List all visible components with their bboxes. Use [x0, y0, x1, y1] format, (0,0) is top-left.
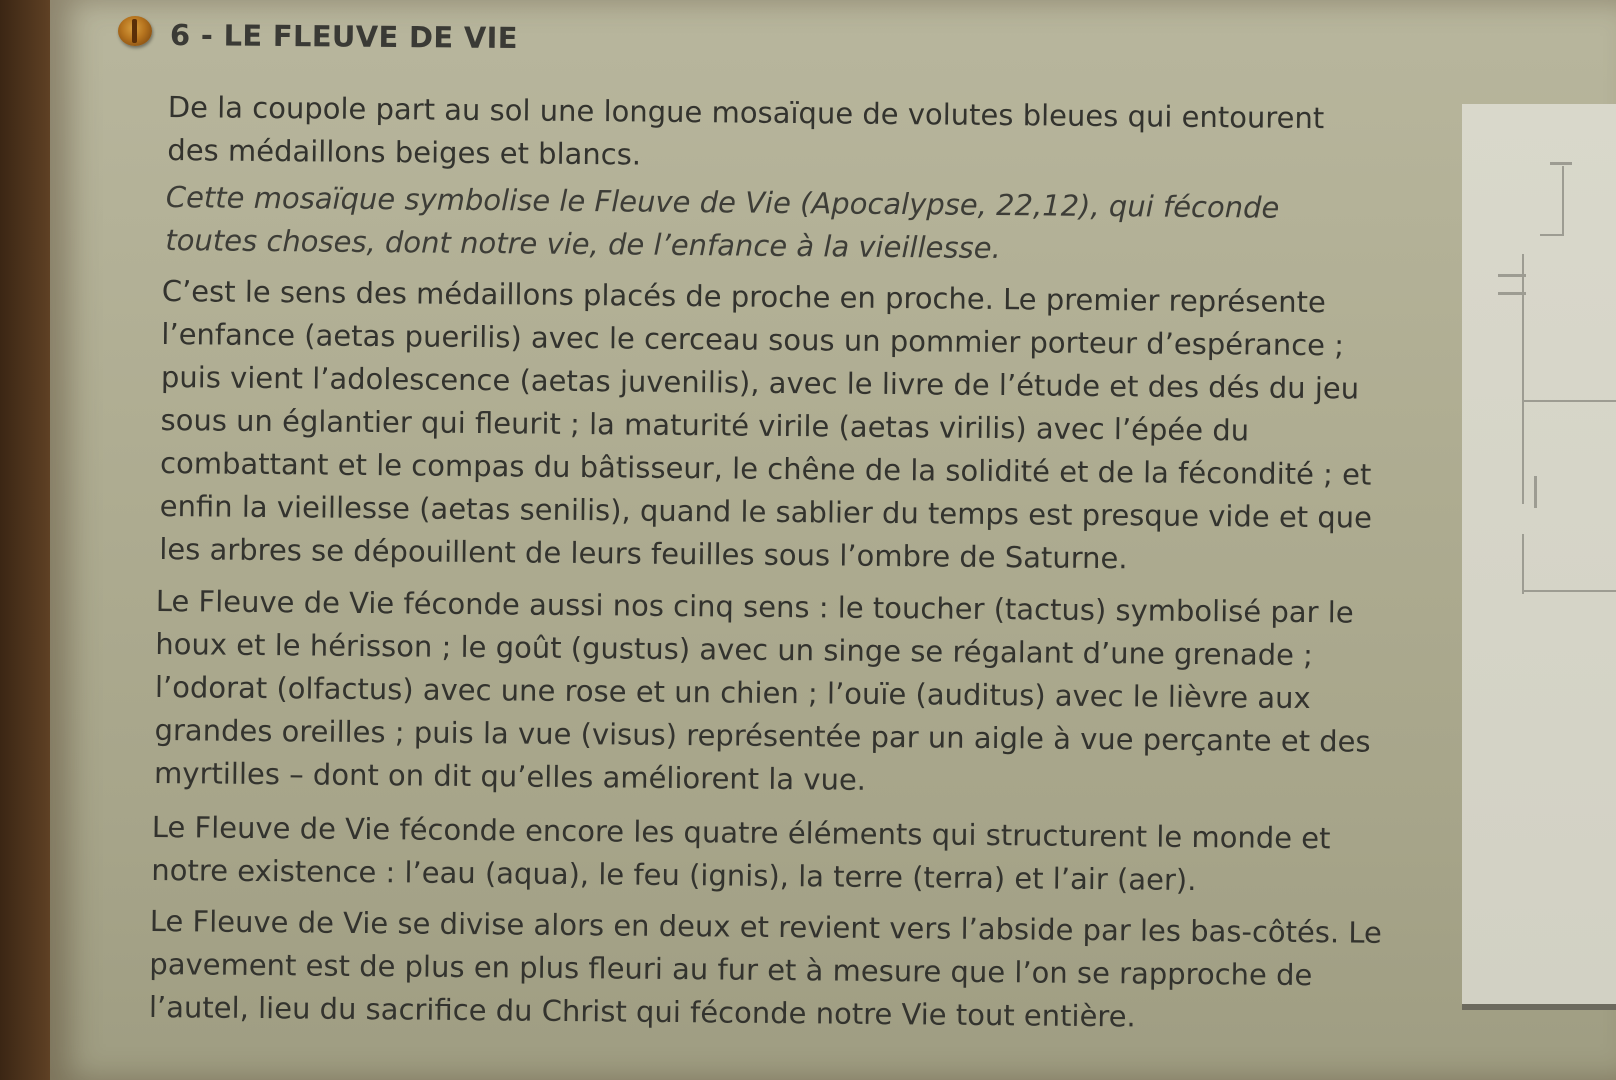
panel-title: 6 - LE FLEUVE DE VIE	[169, 18, 518, 56]
text-line: les arbres se dépouillent de leurs feuilles sous l’ombre de Saturne.	[159, 531, 1128, 576]
paragraph-senses	[154, 580, 1372, 807]
paragraph-elements	[151, 806, 1331, 903]
plan-line	[1534, 476, 1537, 508]
bullet-icon	[118, 16, 152, 46]
plan-line	[1522, 400, 1616, 402]
floor-plan-card	[1462, 104, 1616, 1010]
plan-line	[1522, 590, 1616, 592]
text-line: notre existence : l’eau (aqua), le feu (ignis), la terre (terra) et l’air (aer).	[151, 852, 1197, 898]
paragraph-symbolism	[165, 176, 1279, 273]
paragraph-medallions	[159, 270, 1374, 583]
text-line: combattant et le compas du bâtisseur, le chêne de la solidité et de la fécondité ; et	[159, 445, 1372, 492]
text-line: l’odorat (olfactus) avec une rose et un chien ; l’ouïe (auditus) avec le lièvre aux	[154, 669, 1311, 716]
plan-line	[1522, 534, 1524, 594]
plan-line	[1550, 162, 1572, 165]
text-line: De la coupole part au sol une longue mosaïque de volutes bleues qui entourent	[167, 89, 1325, 136]
paragraph-intro	[167, 86, 1324, 183]
text-line: puis vient l’adolescence (aetas juvenilis), avec le livre de l’étude et des dés du jeu	[160, 359, 1360, 406]
text-line: l’autel, lieu du sacrifice du Christ qui féconde notre Vie tout entière.	[148, 989, 1136, 1034]
text-line: C’est le sens des médaillons placés de proche en proche. Le premier représente	[161, 273, 1327, 320]
text-line: houx et le hérisson ; le goût (gustus) avec un singe se régalant d’une grenade ;	[155, 626, 1314, 673]
plan-line	[1562, 166, 1564, 236]
text-line: pavement est de plus en plus fleuri au fur et à mesure que l’on se rapproche de	[149, 946, 1313, 993]
text-line: Le Fleuve de Vie se divise alors en deux et revient vers l’abside par les bas-côtés. Le	[149, 903, 1383, 950]
text-line: grandes oreilles ; puis la vue (visus) représentée par un aigle à vue perçante et des	[154, 712, 1371, 759]
text-line: Le Fleuve de Vie féconde encore les quatre éléments qui structurent le monde et	[151, 809, 1331, 856]
text-line: sous un églantier qui fleurit ; la maturité virile (aetas virilis) avec l’épée du	[160, 402, 1250, 448]
text-line: toutes choses, dont notre vie, de l’enfance à la vieillesse.	[165, 222, 1001, 266]
plan-line	[1522, 254, 1524, 504]
text-line: enfin la vieillesse (aetas senilis), quand le sablier du temps est presque vide et que	[159, 488, 1373, 535]
text-line: Cette mosaïque symbolise le Fleuve de Vie (Apocalypse, 22,12), qui féconde	[165, 179, 1280, 225]
text-line: myrtilles – dont on dit qu’elles améliorent la vue.	[153, 755, 867, 797]
paragraph-division	[149, 900, 1382, 1041]
text-line: l’enfance (aetas puerilis) avec le cerceau sous un pommier porteur d’espérance ;	[161, 316, 1345, 363]
text-line: des médaillons beiges et blancs.	[167, 132, 642, 172]
text-line: Le Fleuve de Vie féconde aussi nos cinq sens : le toucher (tactus) symbolisé par le	[155, 583, 1354, 630]
plan-line	[1540, 234, 1564, 236]
